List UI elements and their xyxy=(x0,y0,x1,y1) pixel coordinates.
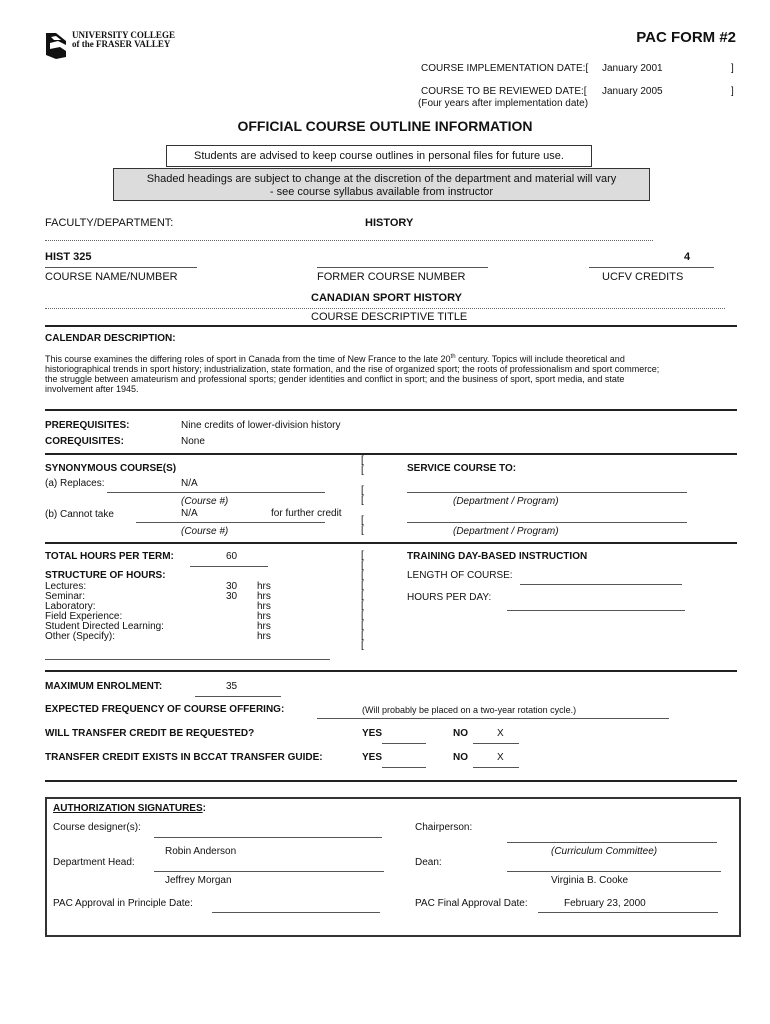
designer-label: Course designer(s): xyxy=(53,822,141,833)
frequency-line xyxy=(317,718,669,719)
implementation-date-value[interactable]: January 2001 xyxy=(602,63,663,74)
replaces-course-hint: (Course #) xyxy=(181,496,229,507)
enrolment-label: MAXIMUM ENROLMENT: xyxy=(45,681,163,692)
training-label: TRAINING DAY-BASED INSTRUCTION xyxy=(407,551,588,562)
pac-principle-line[interactable] xyxy=(212,912,380,913)
calendar-line3: the struggle between amateurism and professional sports; gender identities and conflict in sport; and the business of sport, sport media, and state xyxy=(45,374,625,384)
further-credit-label: for further credit xyxy=(271,508,342,519)
implementation-date-label: COURSE IMPLEMENTATION DATE:[ xyxy=(421,63,589,74)
hours-per-day-label: HOURS PER DAY: xyxy=(407,592,492,603)
hours-per-day-line xyxy=(507,610,685,611)
total-hours-value[interactable]: 60 xyxy=(226,551,238,562)
section-divider-4 xyxy=(45,542,737,544)
shaded-notice-box xyxy=(113,168,650,201)
transfer-requested-yes-line[interactable] xyxy=(382,743,426,744)
hours-value-lectures[interactable]: 30 xyxy=(226,581,238,592)
hours-other-line xyxy=(45,659,330,660)
section-divider-2 xyxy=(45,409,737,411)
former-number-line xyxy=(317,267,488,268)
bracket-column-upper: [ [ [ [ [ [ xyxy=(361,455,364,536)
transfer-exists-yes-line[interactable] xyxy=(382,767,426,768)
course-title-line xyxy=(45,308,725,309)
pac-principle-label: PAC Approval in Principle Date: xyxy=(53,898,193,909)
transfer-requested-no-line xyxy=(473,743,519,744)
transfer-requested-yes-label: YES xyxy=(362,728,383,739)
calendar-line1-sup: th xyxy=(450,354,456,360)
transfer-requested-label: WILL TRANSFER CREDIT BE REQUESTED? xyxy=(45,728,255,739)
hours-unit-seminar: hrs xyxy=(257,591,271,602)
calendar-line2: historiographical trends in sport history; industrialization, state formation, and the rise of organized sport; the roots of professionalism and sport commerce; xyxy=(45,364,660,374)
transfer-requested-no-mark[interactable]: X xyxy=(497,728,504,739)
dept-head-label: Department Head: xyxy=(53,857,135,868)
structure-of-hours-label: STRUCTURE OF HOURS: xyxy=(45,570,166,581)
enrolment-line xyxy=(195,696,281,697)
corequisites-label: COREQUISITES: xyxy=(45,436,124,447)
cannot-take-label: (b) Cannot take xyxy=(45,509,114,520)
credits-value[interactable]: 4 xyxy=(684,251,691,263)
calendar-label: CALENDAR DESCRIPTION: xyxy=(45,333,176,344)
reviewed-date-label: COURSE TO BE REVIEWED DATE:[ xyxy=(421,86,587,97)
authorization-label xyxy=(53,803,206,814)
notice-text: Students are advised to keep course outlines in personal files for future use. xyxy=(194,150,564,162)
service-line-2 xyxy=(407,522,687,523)
service-course-label: SERVICE COURSE TO: xyxy=(407,463,517,474)
document-title: OFFICIAL COURSE OUTLINE INFORMATION xyxy=(237,118,533,134)
hours-row-values xyxy=(226,582,240,642)
shaded-notice-line2: - see course syllabus available from instructor xyxy=(269,186,494,198)
hours-label-other: Other (Specify): xyxy=(45,631,116,642)
course-number-line xyxy=(45,267,197,268)
university-logo-icon xyxy=(42,31,68,61)
course-title-value[interactable]: CANADIAN SPORT HISTORY xyxy=(311,292,462,304)
designer-name: Robin Anderson xyxy=(165,846,237,857)
pac-final-line xyxy=(538,912,718,913)
course-number-label: COURSE NAME/NUMBER xyxy=(45,271,178,283)
chair-signature-line[interactable] xyxy=(507,842,717,843)
dept-head-name: Jeffrey Morgan xyxy=(165,875,232,886)
transfer-exists-no-mark[interactable]: X xyxy=(497,752,504,763)
corequisites-value[interactable]: None xyxy=(181,436,205,447)
hours-row-labels xyxy=(45,582,164,642)
section-divider-6 xyxy=(45,780,737,782)
hours-label-field: Field Experience: xyxy=(45,611,123,622)
reviewed-date-note: (Four years after implementation date) xyxy=(418,98,589,109)
length-of-course-line xyxy=(520,584,682,585)
prerequisites-value[interactable]: Nine credits of lower-division history xyxy=(181,420,341,431)
cannot-take-course-hint: (Course #) xyxy=(181,526,229,537)
synonymous-label: SYNONYMOUS COURSE(S) xyxy=(45,463,177,474)
pac-final-label: PAC Final Approval Date: xyxy=(415,898,528,909)
hours-unit-field: hrs xyxy=(257,611,271,622)
hours-value-seminar[interactable]: 30 xyxy=(226,591,238,602)
enrolment-value[interactable]: 35 xyxy=(226,681,238,692)
reviewed-bracket: ] xyxy=(731,86,734,97)
cannot-take-line xyxy=(136,522,325,523)
replaces-value[interactable]: N/A xyxy=(181,478,198,489)
calendar-description xyxy=(45,352,659,394)
notice-box xyxy=(166,145,592,167)
section-divider-5 xyxy=(45,670,737,672)
transfer-exists-no-line xyxy=(473,767,519,768)
replaces-label: (a) Replaces: xyxy=(45,478,105,489)
dept-head-signature-line[interactable] xyxy=(154,871,384,872)
total-hours-label: TOTAL HOURS PER TERM: xyxy=(45,551,174,562)
bracket-column-lower: [ [ [ [ [ [ [ [ [ [ xyxy=(361,550,364,651)
calendar-line4: involvement after 1945. xyxy=(45,384,139,394)
authorization-box xyxy=(45,797,741,937)
faculty-label: FACULTY/DEPARTMENT: xyxy=(45,217,174,229)
dean-label: Dean: xyxy=(415,857,442,868)
course-number-value[interactable]: HIST 325 xyxy=(45,251,92,263)
length-of-course-label: LENGTH OF COURSE: xyxy=(407,570,513,581)
calendar-line1b: century. Topics will include theoretical and xyxy=(455,354,625,364)
faculty-divider xyxy=(45,240,653,241)
hours-unit-laboratory: hrs xyxy=(257,601,271,612)
former-number-label: FORMER COURSE NUMBER xyxy=(317,271,466,283)
service-line-1 xyxy=(407,492,687,493)
hours-label-laboratory: Laboratory: xyxy=(45,601,96,612)
designer-signature-line[interactable] xyxy=(154,837,382,838)
hours-value-other[interactable] xyxy=(226,632,240,642)
faculty-value[interactable]: HISTORY xyxy=(365,217,414,229)
reviewed-date-value[interactable]: January 2005 xyxy=(602,86,663,97)
hours-value-sdl[interactable] xyxy=(226,622,240,632)
dean-signature-line[interactable] xyxy=(507,871,721,872)
hours-label-lectures: Lectures: xyxy=(45,581,87,592)
transfer-exists-yes-label: YES xyxy=(362,752,383,763)
pac-final-value[interactable]: February 23, 2000 xyxy=(564,898,646,909)
shaded-notice-line1: Shaded headings are subject to change at the discretion of the department and material will vary xyxy=(146,173,617,185)
hours-value-field[interactable] xyxy=(226,612,240,622)
section-divider-1 xyxy=(45,325,737,327)
transfer-exists-label: TRANSFER CREDIT EXISTS IN BCCAT TRANSFER GUIDE: xyxy=(45,752,323,763)
hours-label-seminar: Seminar: xyxy=(45,591,86,602)
institution-name-line2: of the FRASER VALLEY xyxy=(72,39,171,49)
credits-label: UCFV CREDITS xyxy=(602,271,684,283)
section-divider-3 xyxy=(45,453,737,455)
cannot-take-value[interactable]: N/A xyxy=(181,508,198,519)
chair-note: (Curriculum Committee) xyxy=(551,846,658,857)
form-title: PAC FORM #2 xyxy=(636,29,736,46)
hours-label-sdl: Student Directed Learning: xyxy=(45,621,164,632)
hours-unit-sdl: hrs xyxy=(257,621,271,632)
dean-name: Virginia B. Cooke xyxy=(551,875,629,886)
frequency-value[interactable]: (Will probably be placed on a two-year rotation cycle.) xyxy=(362,705,577,715)
hours-value-laboratory[interactable] xyxy=(226,602,240,612)
hours-row-units xyxy=(257,582,271,642)
authorization-label-text: AUTHORIZATION SIGNATURES xyxy=(53,803,203,814)
transfer-exists-no-label: NO xyxy=(453,752,468,763)
credits-line xyxy=(589,267,714,268)
hours-unit-other: hrs xyxy=(257,631,271,642)
frequency-label: EXPECTED FREQUENCY OF COURSE OFFERING: xyxy=(45,704,285,715)
institution-name-line1: UNIVERSITY COLLEGE xyxy=(72,30,175,40)
service-dept-hint-2: (Department / Program) xyxy=(453,526,559,537)
calendar-line1a: This course examines the differing roles of sport in Canada from the time of New France to the late 20 xyxy=(45,354,451,364)
total-hours-line xyxy=(190,566,268,567)
authorization-label-colon: : xyxy=(202,803,206,814)
chair-label: Chairperson: xyxy=(415,822,473,833)
implementation-bracket: ] xyxy=(731,63,734,74)
course-title-label: COURSE DESCRIPTIVE TITLE xyxy=(311,311,468,323)
service-dept-hint-1: (Department / Program) xyxy=(453,496,559,507)
prerequisites-label: PREREQUISITES: xyxy=(45,420,130,431)
transfer-requested-no-label: NO xyxy=(453,728,468,739)
hours-unit-lectures: hrs xyxy=(257,581,271,592)
replaces-line xyxy=(107,492,325,493)
